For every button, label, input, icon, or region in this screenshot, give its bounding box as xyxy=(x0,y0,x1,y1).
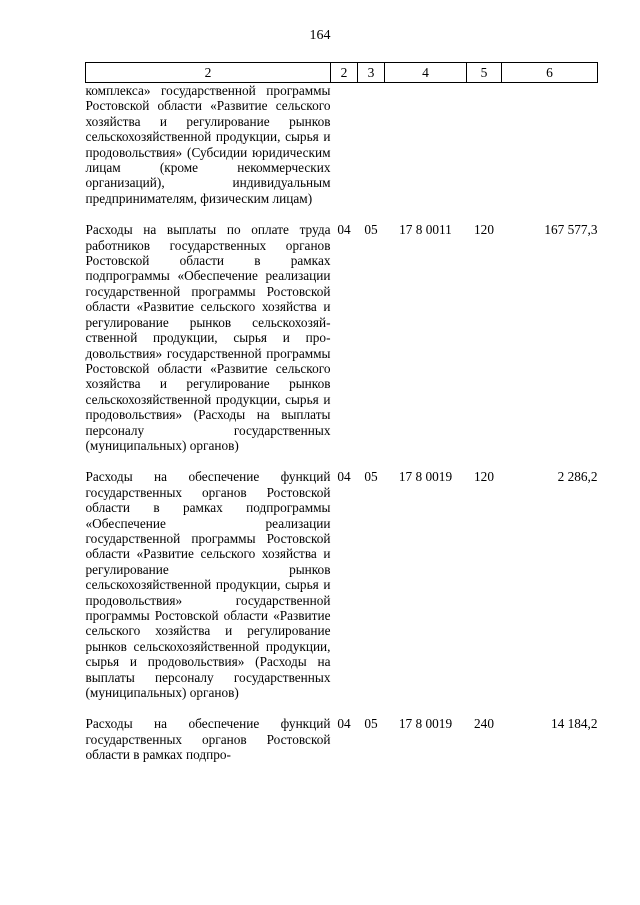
table-row xyxy=(86,469,598,716)
header-cell-code: 4 xyxy=(385,63,467,83)
row-code: 17 8 0019 xyxy=(398,469,453,485)
row-code xyxy=(385,83,467,223)
budget-table xyxy=(85,62,598,779)
row-section: 04 xyxy=(337,716,351,732)
row-subsection: 05 xyxy=(364,469,378,485)
row-name: Расходы на обеспечение функций государственных органов Ростовской области в рамках подпро- xyxy=(85,716,331,763)
row-section: 04 xyxy=(337,469,351,485)
page-number: 164 xyxy=(309,28,331,43)
header-cell-type: 5 xyxy=(467,63,502,83)
header-cell-name: 2 xyxy=(86,63,331,83)
row-type: 240 xyxy=(474,716,494,732)
row-section: 04 xyxy=(337,222,351,238)
row-section xyxy=(331,83,358,223)
table-row xyxy=(86,716,598,778)
row-code: 17 8 0019 xyxy=(398,716,453,732)
header-cell-section: 2 xyxy=(331,63,358,83)
row-name: Расходы на обеспечение функций государственных органов Ростовской области в рамках подпрограммы «Обеспечение реализации государственной программы Ростовской области «Развитие сельского хозяйства и регулирование рынков сельскохозяйственной продукции, сырья и продовольствия» государственной программы Ростовской области «Развитие сельского хозяйства и регулирование рынков сельскохозяйственной продукции, сырья и продовольствия» (Расходы на выплаты персоналу государственных (муниципальных) органов) xyxy=(85,469,331,701)
row-subsection xyxy=(358,83,385,223)
row-type: 120 xyxy=(474,222,494,238)
header-cell-sum: 6 xyxy=(502,63,598,83)
row-code: 17 8 0011 xyxy=(399,222,452,238)
row-sum: 167 577,3 xyxy=(544,222,598,238)
table-row xyxy=(86,83,598,223)
header-cell-subsection: 3 xyxy=(358,63,385,83)
row-subsection: 05 xyxy=(364,222,378,238)
row-sum: 14 184,2 xyxy=(550,716,598,732)
table-row xyxy=(86,222,598,469)
row-name: Расходы на выплаты по оплате труда работников государственных органов Ростовской области в рамках подпрограммы «Обеспечение реализации государственной программы Ростовской области «Развитие сельского хозяйства и регулирование рынков сельскохозяйственной продукции, сырья и продовольствия» государственной программы Ростовской области «Развитие сельского хозяйства и регулирование рынков сельскохозяйственной продукции, сырья и продовольствия» (Расходы на выплаты персоналу государственных (муниципальных) органов) xyxy=(85,222,331,453)
header-row xyxy=(86,63,598,83)
row-type: 120 xyxy=(474,469,494,485)
row-name: комплекса» государственной программы Ростовской области «Развитие сельского хозяйства и регулирование рынков сельскохозяйственной продукции, сырья и продовольствия» (Субсидии юридическим лицам (кроме некоммерческих организаций), индивидуальным предпринимателям, физическим лицам) xyxy=(85,83,331,206)
row-type xyxy=(467,83,502,223)
row-sum: 2 286,2 xyxy=(557,469,598,485)
row-subsection: 05 xyxy=(364,716,378,732)
row-sum xyxy=(502,83,598,223)
